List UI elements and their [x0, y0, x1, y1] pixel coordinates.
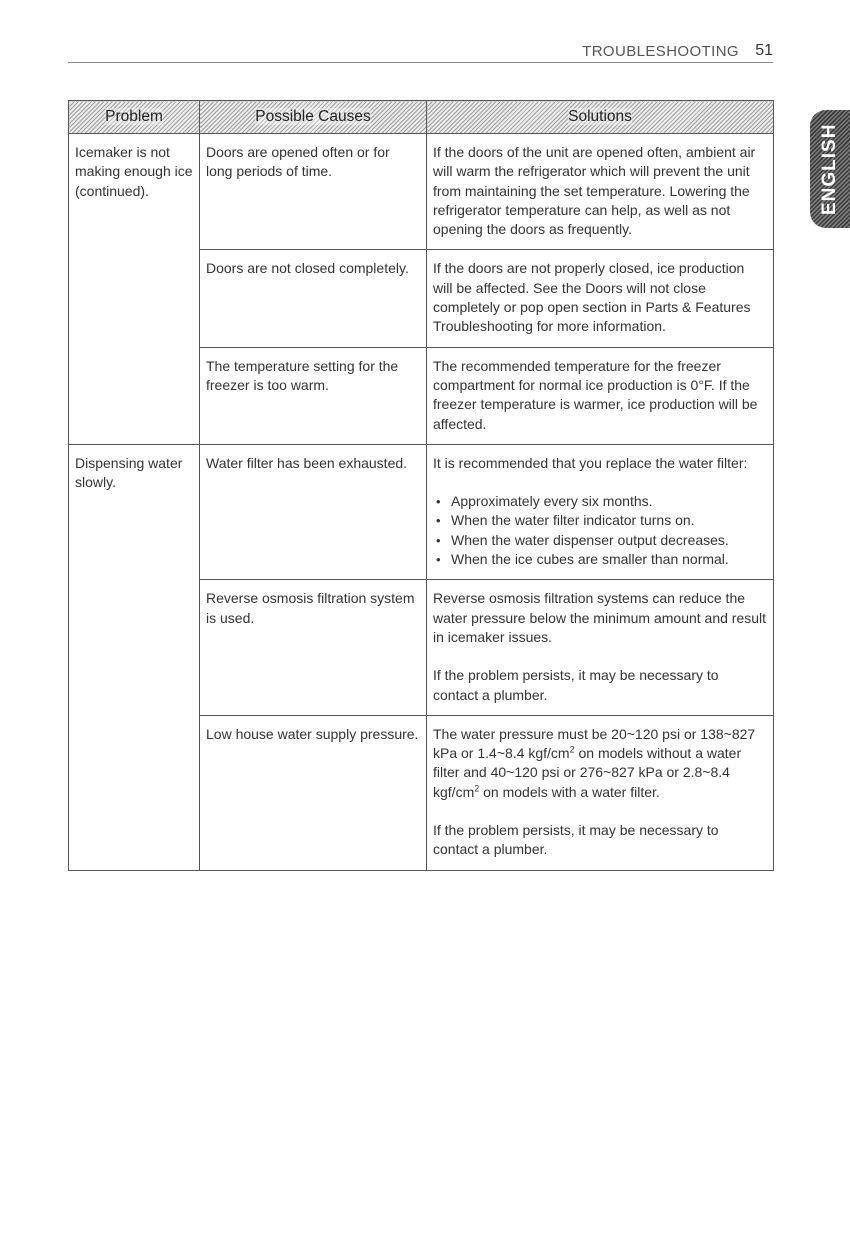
column-header-solutions: Solutions: [427, 101, 774, 134]
solution-extra: If the problem persists, it may be necessary to contact a plumber.: [433, 822, 719, 858]
troubleshooting-table: [68, 100, 774, 871]
table-row: [69, 134, 774, 250]
solution-cell: If the doors are not properly closed, ice production will be affected. See the Doors will not close completely or pop open section in Parts & Features Troubleshooting for more information.: [427, 250, 774, 347]
table-header-row: [69, 101, 774, 134]
page-header: [68, 42, 773, 63]
solution-cell: [427, 580, 774, 715]
list-item: • When the water dispenser output decreases.: [451, 531, 767, 550]
page-number: 51: [755, 42, 773, 59]
cause-cell: Doors are not closed completely.: [200, 250, 427, 347]
solution-cell: [427, 715, 774, 870]
problem-cell: Icemaker is not making enough ice (continued).: [69, 134, 200, 445]
solution-cell: [427, 444, 774, 579]
cause-cell: Low house water supply pressure.: [200, 715, 427, 870]
column-header-causes: Possible Causes: [200, 101, 427, 134]
language-tab-label: ENGLISH: [819, 123, 840, 215]
solution-cell: If the doors of the unit are opened often, ambient air will warm the refrigerator which will prevent the unit from maintaining the set temperature. Lowering the refrigerator temperature can help, as well as not opening the doors as frequently.: [427, 134, 774, 250]
list-item: • When the ice cubes are smaller than normal.: [451, 550, 767, 569]
language-tab: [810, 110, 850, 228]
bullet-list: [433, 492, 767, 569]
cause-cell: Doors are opened often or for long periods of time.: [200, 134, 427, 250]
cause-cell: Reverse osmosis filtration system is used.: [200, 580, 427, 715]
solution-text: The water pressure must be 20~120 psi or 138~827 kPa or 1.4~8.4 kgf/$cm^2$ on models without a water filter and 40~120 psi or 276~827 kPa or 2.8~8.4 kgf/$cm^2$ on models with a water filter.: [433, 725, 756, 800]
solution-text: Reverse osmosis filtration systems can reduce the water pressure below the minimum amount and result in icemaker issues.: [433, 590, 767, 645]
cause-cell: The temperature setting for the freezer is too warm.: [200, 347, 427, 444]
problem-cell: Dispensing water slowly.: [69, 444, 200, 870]
section-title: TROUBLESHOOTING: [582, 43, 739, 60]
cause-cell: Water filter has been exhausted.: [200, 444, 427, 579]
list-item: • Approximately every six months.: [451, 492, 767, 511]
table-row: [69, 444, 774, 579]
solution-cell: The recommended temperature for the freezer compartment for normal ice production is 0°F. If the freezer temperature is warmer, ice production will be affected.: [427, 347, 774, 444]
solution-intro: It is recommended that you replace the water filter:: [433, 454, 748, 471]
list-item: • When the water filter indicator turns on.: [451, 511, 767, 530]
solution-extra: If the problem persists, it may be necessary to contact a plumber.: [433, 667, 719, 703]
column-header-problem: Problem: [69, 101, 200, 134]
